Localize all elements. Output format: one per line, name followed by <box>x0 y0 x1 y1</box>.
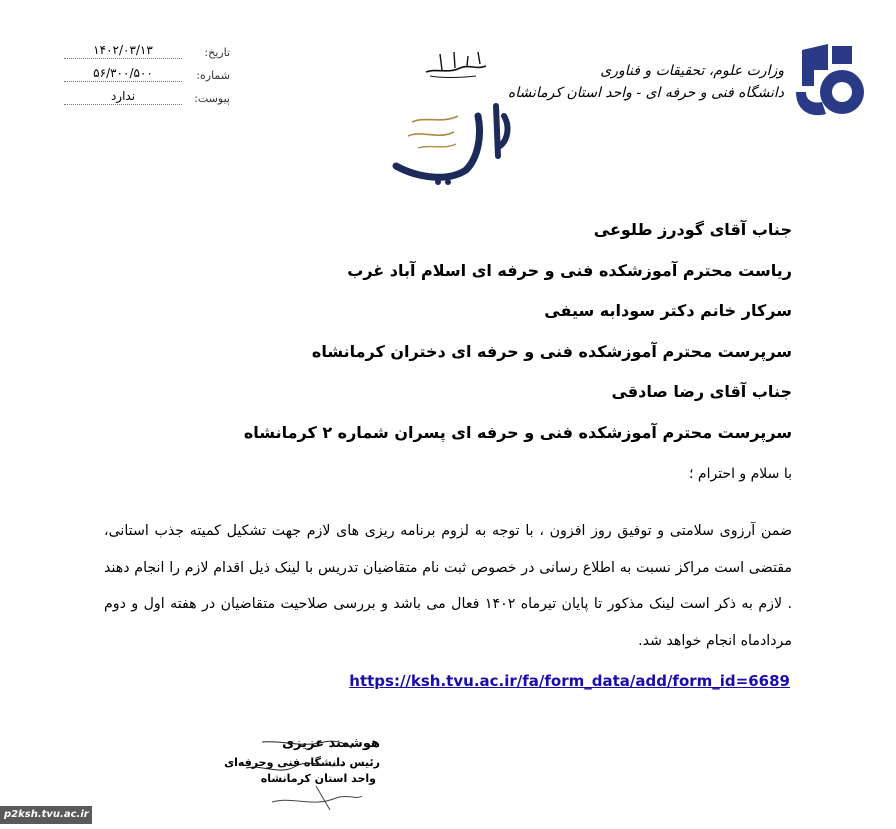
tvu-logo-icon <box>792 40 864 120</box>
site-watermark: p2ksh.tvu.ac.ir <box>0 806 92 824</box>
signatory-title: رئیس دانشگاه فنی وحرفه‌ای <box>224 756 380 769</box>
date-label: تاریخ: <box>204 46 230 59</box>
number-value: ۵۶/۳۰۰/۵۰۰ <box>64 66 182 82</box>
year-slogan-emblem-icon <box>378 96 518 186</box>
recipients-list <box>244 216 792 459</box>
number-row <box>60 59 230 82</box>
recipient-line: سرپرست محترم آموزشکده فنی و حرفه ای دختران کرمانشاه <box>311 341 792 361</box>
institution-header <box>508 60 784 104</box>
attachment-row <box>60 82 230 105</box>
recipient-line: جناب آقای گودرز طلوعی <box>593 220 792 239</box>
signatory-name: هوشمند عزیزی <box>282 736 380 751</box>
date-value: ۱۴۰۲/۰۳/۱۳ <box>64 43 182 59</box>
recipient-line: سرکار خانم دکتر سودابه سیفی <box>544 301 792 320</box>
letter-metadata <box>60 36 230 105</box>
ministry-name: وزارت علوم، تحقیقات و فناوری <box>600 63 784 79</box>
date-row <box>60 36 230 59</box>
recipient-line: سرپرست محترم آموزشکده فنی و حرفه ای پسران شماره ۲ کرمانشاه <box>243 422 792 442</box>
recipient-line: جناب آقای رضا صادقی <box>611 382 792 401</box>
body-paragraph: ضمن آرزوی سلامتی و توفیق روز افزون ، با توجه به لزوم برنامه ریزی های لازم جهت تشکیل کمیته جذب استانی، مقتضی است مراکز نسبت به اطلاع رسانی در خصوص ثبت نام متقاضیان تدریس با لینک ذیل اقدام لازم را انجام دهند . لازم به ذکر است لینک مذکور تا پایان تیرماه ۱۴۰۲ فعال می باشد و بررسی صلاحیت متقاضیان در هفته اول و دوم مردادماه انجام خواهد شد. <box>104 523 792 649</box>
attachment-value: ندارد <box>64 89 182 105</box>
greeting: با سلام و احترام ؛ <box>689 466 792 482</box>
signature-block <box>224 736 380 814</box>
attachment-label: پیوست: <box>194 92 230 105</box>
university-name: دانشگاه فنی و حرفه ای - واحد استان کرمانشاه <box>507 85 784 101</box>
number-label: شماره: <box>196 69 230 82</box>
recipient-line: ریاست محترم آموزشکده فنی و حرفه ای اسلام آباد غرب <box>347 260 792 280</box>
bismillah-calligraphy-icon <box>420 46 492 80</box>
registration-form-link[interactable]: https://ksh.tvu.ac.ir/fa/form_data/add/form_id=6689 <box>349 672 790 690</box>
signatory-unit: واحد استان کرمانشاه <box>260 772 376 785</box>
